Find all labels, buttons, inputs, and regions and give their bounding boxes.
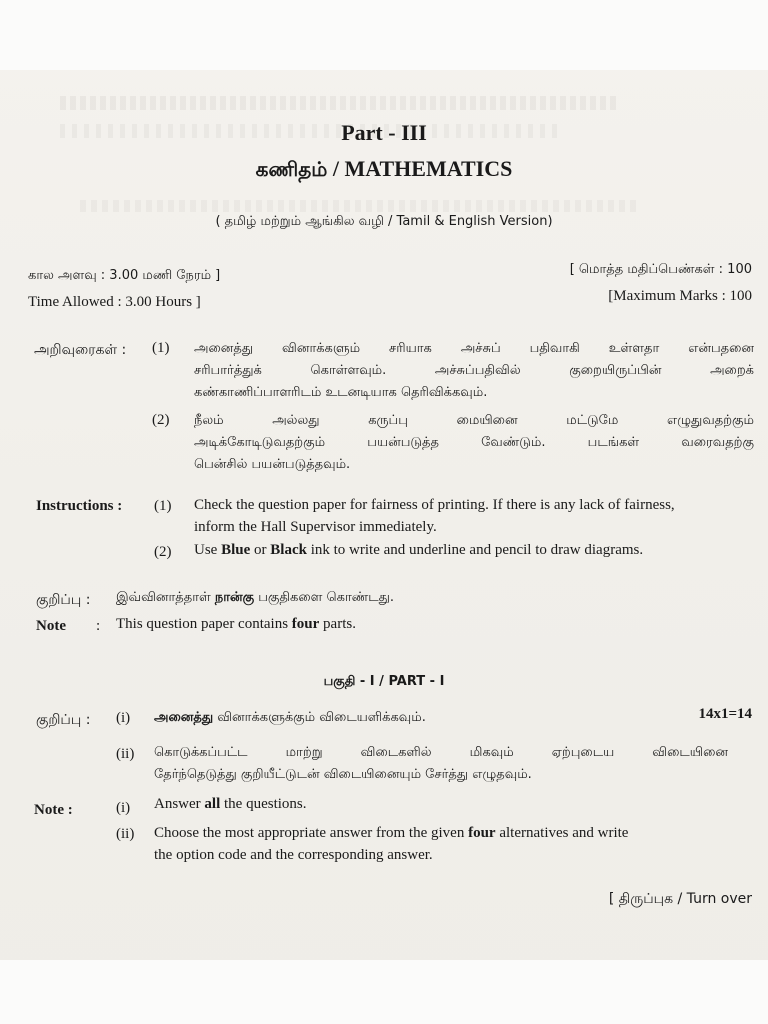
subject-title bbox=[0, 156, 768, 184]
instruction-line: சரிபார்த்துக் கொள்ளவும். அச்சுப்பதிவில் குறையிருப்பின் அறைக் bbox=[194, 363, 754, 378]
text-fragment: Use bbox=[194, 542, 218, 558]
text-fragment: பகுதிகளை கொண்டது. bbox=[258, 590, 395, 605]
text-fragment: four bbox=[468, 825, 496, 841]
instruction-number: (1) bbox=[152, 340, 170, 356]
turn-over-text: [ திருப்புக / Turn over bbox=[608, 891, 752, 907]
instructions-tamil-label: அறிவுரைகள் : bbox=[34, 342, 127, 358]
part1-note-english-label: Note : bbox=[34, 802, 73, 818]
text-fragment: Blue bbox=[221, 542, 251, 558]
text-fragment: அனைத்து bbox=[154, 710, 214, 725]
turn-over bbox=[609, 890, 752, 909]
instruction-line: the option code and the corresponding answer. bbox=[154, 847, 433, 863]
subject-separator: / bbox=[332, 156, 339, 181]
instruction-line bbox=[154, 822, 734, 844]
instruction-line: கொடுக்கப்பட்ட மாற்று விடைகளில் மிகவும் ஏற்புடைய விடையினை bbox=[154, 745, 728, 760]
note-english-text bbox=[116, 616, 356, 633]
text-fragment: Choose the most appropriate answer from the given bbox=[154, 825, 465, 841]
instruction-number: (1) bbox=[154, 498, 172, 514]
part1-english-ii bbox=[154, 822, 734, 866]
medium-line bbox=[0, 212, 768, 230]
instruction-english-1 bbox=[194, 494, 758, 538]
part1-heading-text: பகுதி - I / PART - I bbox=[323, 674, 445, 689]
part1-marks: 14x1=14 bbox=[698, 706, 752, 722]
show-through-texture bbox=[80, 200, 640, 212]
instructions-english-label: Instructions : bbox=[36, 498, 123, 514]
part1-heading bbox=[0, 672, 768, 690]
medium-text: ( தமிழ் மற்றும் ஆங்கில வழி / Tamil & English Version) bbox=[215, 214, 553, 229]
instruction-number: (2) bbox=[154, 544, 172, 560]
instruction-english-2 bbox=[194, 542, 643, 559]
text-fragment: or bbox=[254, 542, 267, 558]
text-fragment: இவ்வினாத்தாள் bbox=[116, 590, 211, 605]
part1-tamil-i bbox=[154, 710, 426, 726]
instruction-line: inform the Hall Supervisor immediately. bbox=[194, 519, 437, 535]
part-title: Part - III bbox=[341, 120, 427, 145]
item-number: (ii) bbox=[116, 746, 135, 762]
instruction-number: (2) bbox=[152, 412, 170, 428]
note-english-label: Note bbox=[36, 618, 66, 634]
instruction-line: தேர்ந்தெடுத்து குறியீட்டுடன் விடையினையும் சேர்த்து எழுதவும். bbox=[154, 767, 532, 782]
item-number: (i) bbox=[116, 710, 131, 726]
instruction-line: Check the question paper for fairness of printing. If there is any lack of fairness, bbox=[194, 497, 675, 513]
text-fragment: Answer bbox=[154, 796, 201, 812]
item-number: (i) bbox=[116, 800, 131, 816]
top-margin bbox=[0, 0, 768, 70]
time-allowed-tamil: கால அளவு : 3.00 மணி நேரம் ] bbox=[28, 268, 221, 283]
instruction-line: அடிக்கோடிடுவதற்கும் பயன்படுத்த வேண்டும். படங்கள் வரைவதற்கு bbox=[194, 435, 754, 450]
max-marks-english: [Maximum Marks : 100 bbox=[608, 288, 752, 304]
text-fragment: alternatives and write bbox=[499, 825, 629, 841]
text-fragment: This question paper contains bbox=[116, 616, 289, 632]
text-fragment: Black bbox=[270, 542, 307, 558]
part1-tamil-ii bbox=[154, 742, 728, 786]
text-fragment: நான்கு bbox=[214, 590, 255, 605]
part1-note-tamil-label: குறிப்பு : bbox=[36, 712, 91, 728]
note-tamil-text bbox=[116, 590, 394, 606]
note-tamil-label: குறிப்பு : bbox=[36, 592, 91, 608]
time-allowed-english: Time Allowed : 3.00 Hours ] bbox=[28, 294, 201, 310]
text-fragment: parts. bbox=[323, 616, 356, 632]
instruction-tamil-1 bbox=[194, 338, 754, 404]
text-fragment: வினாக்களுக்கும் விடையளிக்கவும். bbox=[217, 710, 426, 725]
max-marks-tamil: [ மொத்த மதிப்பெண்கள் : 100 bbox=[569, 262, 752, 277]
part1-english-i bbox=[154, 796, 307, 813]
show-through-texture bbox=[60, 96, 620, 110]
bottom-margin bbox=[0, 960, 768, 1024]
instruction-line: பென்சில் பயன்படுத்தவும். bbox=[194, 457, 351, 472]
text-fragment: ink to write and underline and pencil to draw diagrams. bbox=[310, 542, 644, 558]
instruction-line: கண்காணிப்பாளரிடம் உடனடியாக தெரிவிக்கவும். bbox=[194, 385, 488, 400]
note-english-colon: : bbox=[96, 618, 101, 634]
item-number: (ii) bbox=[116, 826, 135, 842]
subject-tamil: கணிதம் bbox=[255, 157, 328, 181]
instruction-line: நீலம் அல்லது கருப்பு மையினை மட்டுமே எழுதுவதற்கும் bbox=[194, 413, 754, 428]
text-fragment: four bbox=[291, 616, 320, 632]
instruction-line: அனைத்து வினாக்களும் சரியாக அச்சுப் பதிவாகி உள்ளதா என்பதனை bbox=[194, 341, 754, 356]
subject-english: MATHEMATICS bbox=[344, 156, 513, 181]
text-fragment: the questions. bbox=[224, 796, 307, 812]
text-fragment: all bbox=[204, 796, 221, 812]
instruction-tamil-2 bbox=[194, 410, 754, 476]
